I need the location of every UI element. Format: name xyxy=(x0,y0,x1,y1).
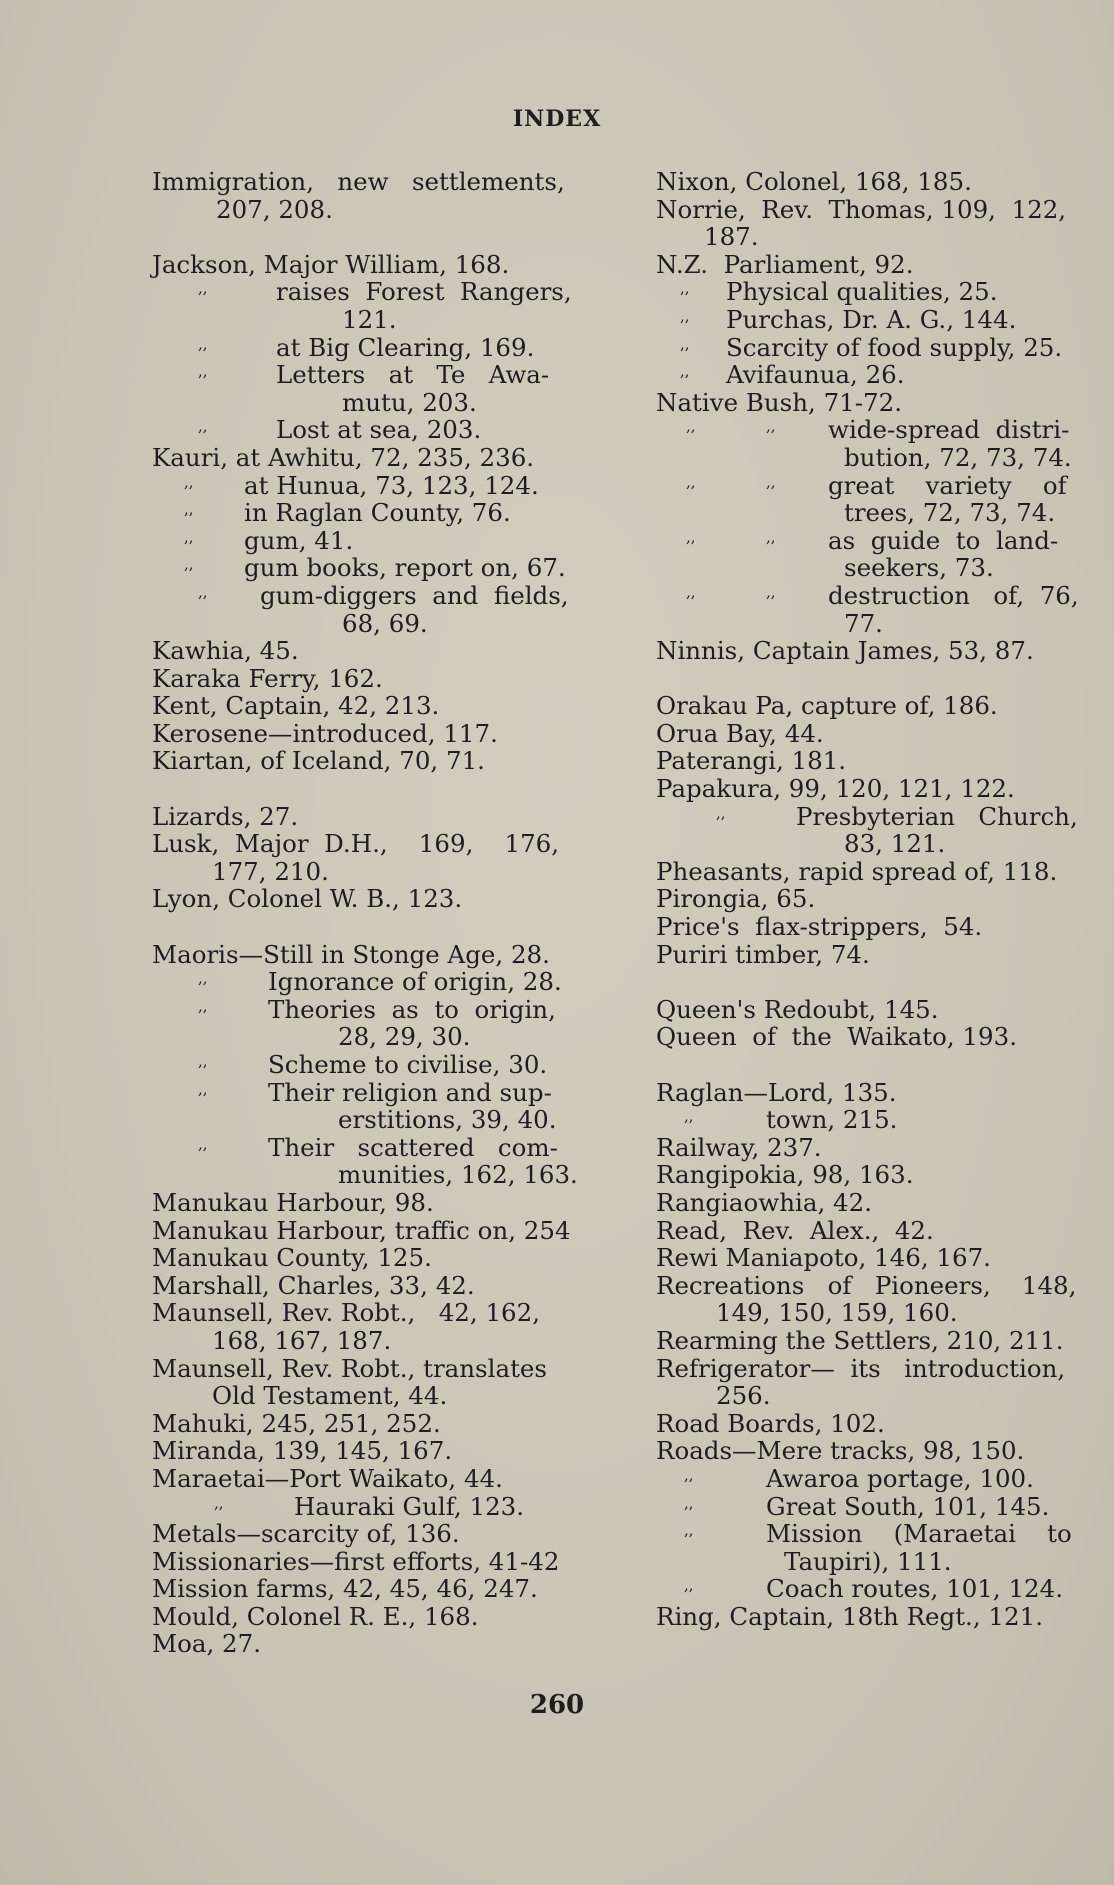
index-entry-text: Taupiri), 111. xyxy=(784,1546,952,1576)
index-entry-line xyxy=(152,941,582,969)
index-entry-line xyxy=(152,472,582,500)
index-entry-text: 149, 150, 159, 160. xyxy=(716,1298,958,1328)
index-entry-text: Kauri, at Awhitu, 72, 235, 236. xyxy=(152,442,535,472)
index-entry-text: destruction of, 76, xyxy=(828,580,1079,610)
index-entry-text: Scarcity of food supply, 25. xyxy=(726,332,1063,362)
index-entry-line xyxy=(656,306,1086,334)
index-entry-text: 207, 208. xyxy=(216,194,333,224)
index-entry-text: Letters at Te Awa- xyxy=(276,360,550,390)
index-entry-text: Physical qualities, 25. xyxy=(726,277,998,307)
index-entry-line xyxy=(656,1437,1086,1465)
index-entry-line xyxy=(152,720,582,748)
index-entry-line xyxy=(152,306,582,334)
index-entry-line xyxy=(152,885,582,913)
index-entry-text: in Raglan County, 76. xyxy=(244,498,511,528)
index-entry-text: Price's flax-strippers, 54. xyxy=(656,912,983,942)
ditto-mark: ,, xyxy=(198,969,208,988)
index-entry-text: Maunsell, Rev. Robt., translates xyxy=(152,1353,547,1383)
index-entry-text: 256. xyxy=(716,1381,771,1411)
index-entry-line xyxy=(656,1355,1086,1383)
index-entry-text: Kawhia, 45. xyxy=(152,636,299,666)
index-entry-line xyxy=(152,1382,582,1410)
index-entry-text: trees, 72, 73, 74. xyxy=(844,498,1056,528)
index-entry-text: Maoris—Still in Stonge Age, 28. xyxy=(152,939,550,969)
index-entry-text: Marshall, Charles, 33, 42. xyxy=(152,1270,475,1300)
ditto-mark: ,, xyxy=(198,582,208,601)
index-entry-line xyxy=(152,1520,582,1548)
ditto-mark: ,, xyxy=(198,1079,208,1098)
index-entry-text: bution, 72, 73, 74. xyxy=(844,442,1072,472)
index-entry-line xyxy=(152,1217,582,1245)
ditto-mark: ,, xyxy=(684,1465,694,1484)
index-entry-line xyxy=(152,968,582,996)
index-entry-line xyxy=(152,637,582,665)
index-entry-line xyxy=(152,1079,582,1107)
index-entry-line xyxy=(152,1161,582,1189)
index-entry-text: Karaka Ferry, 162. xyxy=(152,663,383,693)
index-entry-line xyxy=(656,1189,1086,1217)
ditto-mark: ,, xyxy=(198,417,208,436)
index-entry-line xyxy=(152,499,582,527)
index-entry-line xyxy=(656,1134,1086,1162)
index-entry-text: Ninnis, Captain James, 53, 87. xyxy=(656,636,1034,666)
index-entry-text: Miranda, 139, 145, 167. xyxy=(152,1436,453,1466)
index-entry-line xyxy=(152,610,582,638)
index-entry-line xyxy=(656,1382,1086,1410)
index-entry-line xyxy=(152,251,582,279)
index-entry-line xyxy=(656,747,1086,775)
index-entry-line xyxy=(656,885,1086,913)
index-entry-text: Mahuki, 245, 251, 252. xyxy=(152,1408,441,1438)
index-entry-text: Metals—scarcity of, 136. xyxy=(152,1519,460,1549)
index-entry-line xyxy=(656,1548,1086,1576)
index-entry-line xyxy=(152,196,582,224)
index-entry-text: Road Boards, 102. xyxy=(656,1408,885,1438)
ditto-mark: ,, xyxy=(198,1134,208,1153)
index-entry-text: Lusk, Major D.H., 169, 176, xyxy=(152,829,560,859)
index-entry-text: Recreations of Pioneers, 148, xyxy=(656,1270,1077,1300)
index-column-left xyxy=(152,168,582,1658)
index-entry-text: Manukau County, 125. xyxy=(152,1243,432,1273)
ditto-mark: ,, xyxy=(198,996,208,1015)
index-entry-line xyxy=(656,858,1086,886)
index-entry-text: erstitions, 39, 40. xyxy=(338,1105,557,1135)
index-entry-text: Pirongia, 65. xyxy=(656,884,816,914)
index-entry-line xyxy=(152,1493,582,1521)
index-entry-text: munities, 162, 163. xyxy=(338,1160,578,1190)
ditto-mark: ,, xyxy=(184,472,194,491)
index-entry-line xyxy=(152,1023,582,1051)
index-entry-line xyxy=(152,1327,582,1355)
index-entry-text: raises Forest Rangers, xyxy=(276,277,572,307)
index-entry-line xyxy=(656,251,1086,279)
index-entry-text: at Hunua, 73, 123, 124. xyxy=(244,470,539,500)
index-entry-text: Rewi Maniapoto, 146, 167. xyxy=(656,1243,991,1273)
index-entry-line xyxy=(656,775,1086,803)
index-entry-line xyxy=(152,389,582,417)
ditto-mark: ,, xyxy=(684,1107,694,1126)
index-entry-line xyxy=(152,168,582,196)
ditto-mark: ,, xyxy=(198,334,208,353)
index-entry-line xyxy=(656,1023,1086,1051)
index-column-right xyxy=(656,168,1086,1630)
index-entry-text: 177, 210. xyxy=(212,856,329,886)
index-entry-text: gum-diggers and fields, xyxy=(260,580,569,610)
index-entry-text: Maunsell, Rev. Robt., 42, 162, xyxy=(152,1298,540,1328)
ditto-mark: ,, xyxy=(198,1052,208,1070)
section-gap xyxy=(656,1051,1086,1079)
page-header: INDEX xyxy=(512,106,602,132)
ditto-mark: ,, xyxy=(198,362,208,381)
index-entry-text: Jackson, Major William, 168. xyxy=(152,249,510,279)
ditto-mark: ,, xyxy=(766,527,776,546)
index-entry-text: Nixon, Colonel, 168, 185. xyxy=(656,167,972,196)
index-entry-line xyxy=(656,1603,1086,1631)
index-entry-line xyxy=(656,1272,1086,1300)
index-entry-text: mutu, 203. xyxy=(342,387,477,417)
index-entry-text: Orua Bay, 44. xyxy=(656,718,824,748)
index-entry-line xyxy=(656,1217,1086,1245)
index-entry-line xyxy=(152,692,582,720)
index-entry-text: Queen's Redoubt, 145. xyxy=(656,994,939,1024)
index-entry-text: Mould, Colonel R. E., 168. xyxy=(152,1601,479,1631)
index-entry-text: Kent, Captain, 42, 213. xyxy=(152,691,440,721)
index-entry-text: Lizards, 27. xyxy=(152,801,299,831)
index-entry-text: Moa, 27. xyxy=(152,1629,261,1659)
index-entry-text: Refrigerator— its introduction, xyxy=(656,1353,1066,1383)
index-entry-line xyxy=(152,1134,582,1162)
ditto-mark: ,, xyxy=(680,306,690,325)
index-entry-line xyxy=(656,637,1086,665)
index-entry-text: Manukau Harbour, 98. xyxy=(152,1187,434,1217)
index-entry-line xyxy=(152,1575,582,1603)
ditto-mark: ,, xyxy=(198,279,208,298)
index-entry-text: Kerosene—introduced, 117. xyxy=(152,718,498,748)
index-entry-text: Native Bush, 71-72. xyxy=(656,387,902,417)
section-gap xyxy=(152,913,582,941)
index-entry-line xyxy=(152,1051,582,1079)
index-entry-text: Read, Rev. Alex., 42. xyxy=(656,1215,934,1245)
index-entry-text: at Big Clearing, 169. xyxy=(276,332,535,362)
index-entry-line xyxy=(656,416,1086,444)
index-entry-text: Kiartan, of Iceland, 70, 71. xyxy=(152,746,485,776)
ditto-mark: ,, xyxy=(766,582,776,601)
ditto-mark: ,, xyxy=(686,527,696,546)
index-entry-text: Missionaries—first efforts, 41-42 xyxy=(152,1546,560,1576)
index-entry-line xyxy=(656,361,1086,389)
index-entry-line xyxy=(656,278,1086,306)
index-entry-line xyxy=(152,858,582,886)
index-entry-line xyxy=(656,554,1086,582)
ditto-mark: ,, xyxy=(214,1493,224,1512)
index-entry-text: Great South, 101, 145. xyxy=(766,1491,1050,1521)
index-entry-line xyxy=(152,1189,582,1217)
index-entry-line xyxy=(656,472,1086,500)
ditto-mark: ,, xyxy=(766,417,776,436)
index-entry-line xyxy=(152,444,582,472)
index-entry-text: gum, 41. xyxy=(244,525,354,555)
index-entry-line xyxy=(152,1603,582,1631)
index-entry-text: Norrie, Rev. Thomas, 109, 122, xyxy=(656,194,1067,224)
ditto-mark: ,, xyxy=(766,472,776,491)
index-entry-line xyxy=(152,554,582,582)
index-entry-text: Theories as to origin, xyxy=(268,994,556,1024)
index-entry-text: Roads—Mere tracks, 98, 150. xyxy=(656,1436,1025,1466)
index-entry-text: Purchas, Dr. A. G., 144. xyxy=(726,304,1017,334)
section-gap xyxy=(152,775,582,803)
index-entry-line xyxy=(152,803,582,831)
index-entry-line xyxy=(656,692,1086,720)
index-entry-line xyxy=(656,830,1086,858)
index-entry-text: Scheme to civilise, 30. xyxy=(268,1050,548,1079)
index-entry-line xyxy=(152,1410,582,1438)
index-entry-text: Old Testament, 44. xyxy=(212,1381,448,1411)
index-entry-line xyxy=(152,1465,582,1493)
ditto-mark: ,, xyxy=(684,1576,694,1595)
index-entry-line xyxy=(656,803,1086,831)
index-entry-line xyxy=(152,1244,582,1272)
index-entry-line xyxy=(656,941,1086,969)
index-entry-text: Papakura, 99, 120, 121, 122. xyxy=(656,774,1015,804)
index-entry-text: Presbyterian Church, xyxy=(796,801,1078,831)
section-gap xyxy=(656,665,1086,693)
index-entry-line xyxy=(152,582,582,610)
index-entry-line xyxy=(152,665,582,693)
index-entry-text: gum books, report on, 67. xyxy=(244,553,566,583)
index-entry-line xyxy=(152,1437,582,1465)
index-entry-line xyxy=(656,196,1086,224)
index-entry-line xyxy=(152,996,582,1024)
ditto-mark: ,, xyxy=(184,527,194,546)
index-entry-line xyxy=(656,1327,1086,1355)
section-gap xyxy=(656,968,1086,996)
index-entry-text: 168, 167, 187. xyxy=(212,1325,392,1355)
index-entry-line xyxy=(656,168,1086,196)
index-entry-text: N.Z. Parliament, 92. xyxy=(656,249,914,279)
index-entry-text: Raglan—Lord, 135. xyxy=(656,1077,897,1107)
index-entry-text: 83, 121. xyxy=(844,829,946,859)
ditto-mark: ,, xyxy=(684,1493,694,1512)
index-entry-line xyxy=(656,1161,1086,1189)
index-entry-line xyxy=(152,278,582,306)
index-entry-text: Mission (Maraetai to xyxy=(766,1519,1072,1549)
index-entry-line xyxy=(656,1106,1086,1134)
index-entry-line xyxy=(152,1272,582,1300)
index-entry-line xyxy=(152,334,582,362)
index-entry-line xyxy=(656,1520,1086,1548)
ditto-mark: ,, xyxy=(680,362,690,381)
index-entry-line xyxy=(152,1106,582,1134)
ditto-mark: ,, xyxy=(680,279,690,298)
index-entry-text: Mission farms, 42, 45, 46, 247. xyxy=(152,1574,538,1604)
index-entry-line xyxy=(656,223,1086,251)
index-entry-text: wide-spread distri- xyxy=(828,415,1070,445)
index-entry-line xyxy=(152,416,582,444)
index-entry-text: Orakau Pa, capture of, 186. xyxy=(656,691,998,721)
index-entry-text: Lost at sea, 203. xyxy=(276,415,482,445)
index-entry-text: Railway, 237. xyxy=(656,1132,822,1162)
index-entry-line xyxy=(656,1079,1086,1107)
index-entry-text: town, 215. xyxy=(766,1105,898,1135)
ditto-mark: ,, xyxy=(184,555,194,574)
index-entry-line xyxy=(656,582,1086,610)
index-entry-text: Coach routes, 101, 124. xyxy=(766,1574,1064,1604)
index-entry-line xyxy=(152,1630,582,1658)
index-entry-line xyxy=(656,499,1086,527)
index-entry-line xyxy=(656,444,1086,472)
index-entry-line xyxy=(152,747,582,775)
index-entry-text: Paterangi, 181. xyxy=(656,746,847,776)
index-entry-line xyxy=(152,1299,582,1327)
index-entry-line xyxy=(656,527,1086,555)
ditto-mark: ,, xyxy=(684,1521,694,1540)
index-entry-text: Lyon, Colonel W. B., 123. xyxy=(152,884,463,914)
index-entry-line xyxy=(656,996,1086,1024)
index-entry-line xyxy=(152,527,582,555)
index-entry-text: 121. xyxy=(342,304,397,334)
index-entry-line xyxy=(656,1465,1086,1493)
index-entry-text: Queen of the Waikato, 193. xyxy=(656,1022,1017,1052)
index-entry-line xyxy=(152,1355,582,1383)
section-gap xyxy=(152,223,582,251)
index-entry-line xyxy=(656,1244,1086,1272)
index-entry-text: Rearming the Settlers, 210, 211. xyxy=(656,1325,1064,1355)
index-entry-text: 68, 69. xyxy=(342,608,428,638)
index-entry-text: 187. xyxy=(704,222,759,252)
index-entry-text: Their scattered com- xyxy=(268,1132,558,1162)
ditto-mark: ,, xyxy=(686,582,696,601)
index-entry-text: 28, 29, 30. xyxy=(338,1022,471,1052)
index-entry-line xyxy=(656,1299,1086,1327)
index-entry-line xyxy=(656,610,1086,638)
index-entry-text: Awaroa portage, 100. xyxy=(766,1463,1034,1493)
index-entry-text: great variety of xyxy=(828,470,1067,500)
ditto-mark: ,, xyxy=(686,472,696,491)
index-entry-line xyxy=(656,334,1086,362)
index-entry-text: Ignorance of origin, 28. xyxy=(268,967,562,997)
index-entry-line xyxy=(656,720,1086,748)
index-entry-line xyxy=(656,389,1086,417)
index-entry-line xyxy=(152,830,582,858)
index-entry-line xyxy=(152,1548,582,1576)
index-entry-text: Their religion and sup- xyxy=(268,1077,552,1107)
index-entry-line xyxy=(656,1410,1086,1438)
index-entry-line xyxy=(656,1575,1086,1603)
index-entry-text: Rangipokia, 98, 163. xyxy=(656,1160,914,1190)
index-entry-text: Avifaunua, 26. xyxy=(726,360,905,390)
index-entry-text: Rangiaowhia, 42. xyxy=(656,1187,873,1217)
index-entry-text: seekers, 73. xyxy=(844,553,994,583)
index-entry-text: Puriri timber, 74. xyxy=(656,939,870,969)
ditto-mark: ,, xyxy=(686,417,696,436)
ditto-mark: ,, xyxy=(184,500,194,519)
index-entry-text: Hauraki Gulf, 123. xyxy=(294,1491,525,1521)
index-entry-text: Manukau Harbour, traffic on, 254 xyxy=(152,1215,571,1245)
index-entry-text: Immigration, new settlements, xyxy=(152,167,565,196)
index-entry-text: Pheasants, rapid spread of, 118. xyxy=(656,856,1058,886)
index-entry-line xyxy=(152,361,582,389)
index-entry-text: as guide to land- xyxy=(828,525,1059,555)
index-entry-text: Ring, Captain, 18th Regt., 121. xyxy=(656,1601,1043,1631)
index-entry-text: Maraetai—Port Waikato, 44. xyxy=(152,1463,503,1493)
ditto-mark: ,, xyxy=(680,334,690,353)
index-entry-line xyxy=(656,1493,1086,1521)
page-number: 260 xyxy=(529,1690,585,1720)
index-entry-text: 77. xyxy=(844,608,883,638)
ditto-mark: ,, xyxy=(716,803,726,822)
index-entry-line xyxy=(656,913,1086,941)
